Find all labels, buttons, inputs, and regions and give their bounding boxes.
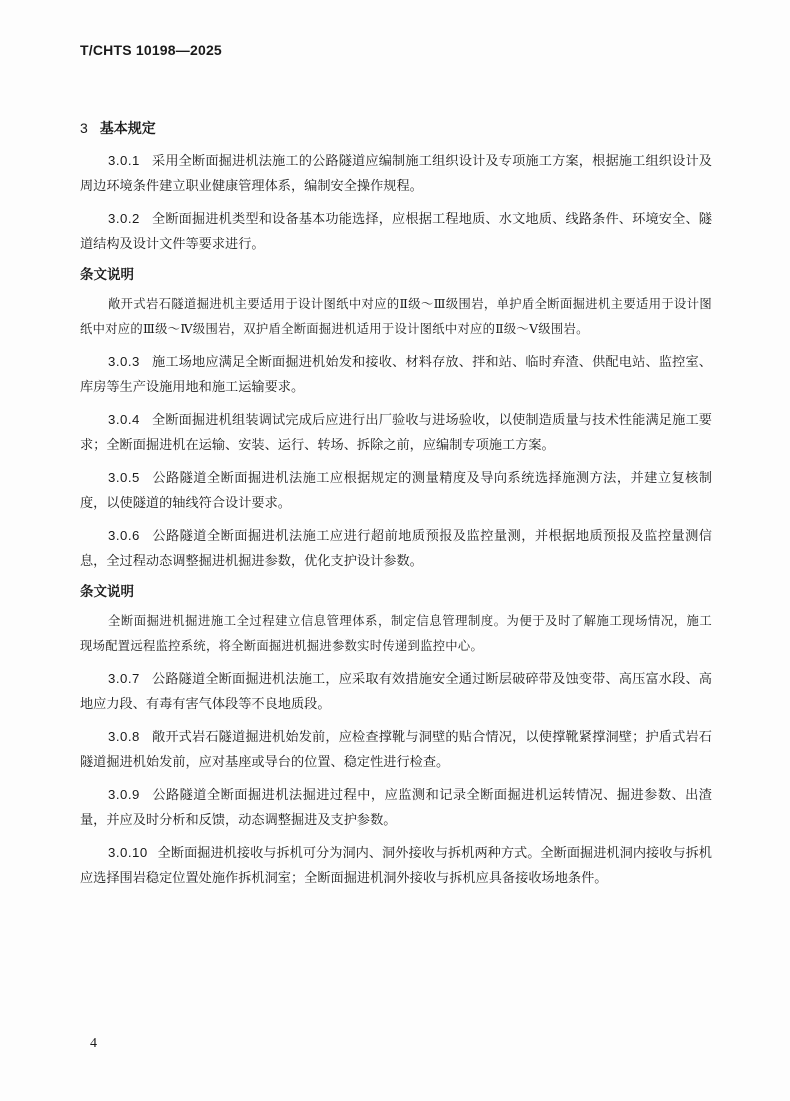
explanation-text: 全断面掘进机掘进施工全过程建立信息管理体系，制定信息管理制度。为便于及时了解施工现场情况，施工现场配置远程监控系统，将全断面掘进机掘进参数实时传递到监控中心。	[80, 614, 712, 653]
clause-3-0-3	[80, 349, 712, 400]
section-title: 基本规定	[99, 121, 156, 137]
clause-number: 3.0.10	[108, 845, 148, 860]
clause-number: 3.0.8	[108, 729, 140, 744]
clause-number: 3.0.2	[108, 211, 140, 226]
section-heading	[80, 118, 156, 138]
clause-3-0-8	[80, 724, 712, 775]
document-body	[80, 148, 712, 898]
document-code: T/CHTS 10198—2025	[80, 42, 222, 58]
clause-3-0-6	[80, 523, 712, 574]
clause-3-0-7	[80, 666, 712, 717]
clause-number: 3.0.7	[108, 671, 140, 686]
clause-number: 3.0.4	[108, 412, 140, 427]
clause-text: 全断面掘进机类型和设备基本功能选择，应根据工程地质、水文地质、线路条件、环境安全、隧道结构及设计文件等要求进行。	[80, 212, 712, 252]
clause-3-0-2	[80, 206, 712, 257]
clause-text: 公路隧道全断面掘进机法施工应根据规定的测量精度及导向系统选择施测方法，并建立复核制度，以使隧道的轴线符合设计要求。	[80, 471, 712, 511]
clause-number: 3.0.3	[108, 354, 140, 369]
clause-3-0-9	[80, 782, 712, 833]
clause-text: 施工场地应满足全断面掘进机始发和接收、材料存放、拌和站、临时弃渣、供配电站、监控室、库房等生产设施用地和施工运输要求。	[80, 355, 712, 395]
clause-number: 3.0.1	[108, 153, 140, 168]
explanation-text: 敞开式岩石隧道掘进机主要适用于设计图纸中对应的Ⅱ级～Ⅲ级围岩，单护盾全断面掘进机主要适用于设计图纸中对应的Ⅲ级～Ⅳ级围岩，双护盾全断面掘进机适用于设计图纸中对应的Ⅱ级～Ⅴ级围岩。	[80, 297, 712, 336]
clause-number: 3.0.6	[108, 528, 140, 543]
clause-text: 采用全断面掘进机法施工的公路隧道应编制施工组织设计及专项施工方案，根据施工组织设计及周边环境条件建立职业健康管理体系，编制安全操作规程。	[80, 154, 712, 194]
clause-3-0-10	[80, 840, 712, 891]
clause-text: 敞开式岩石隧道掘进机始发前，应检查撑靴与洞壁的贴合情况，以使撑靴紧撑洞壁；护盾式岩石隧道掘进机始发前，应对基座或导台的位置、稳定性进行检查。	[80, 730, 712, 770]
clause-text: 公路隧道全断面掘进机法施工应进行超前地质预报及监控量测，并根据地质预报及监控量测信息，全过程动态调整掘进机掘进参数，优化支护设计参数。	[80, 529, 712, 569]
clause-number: 3.0.9	[108, 787, 140, 802]
clause-number: 3.0.5	[108, 470, 140, 485]
explanation-heading: 条文说明	[80, 267, 134, 283]
clause-3-0-5	[80, 465, 712, 516]
clause-3-0-1	[80, 148, 712, 199]
clause-text: 公路隧道全断面掘进机法施工，应采取有效措施安全通过断层破碎带及蚀变带、高压富水段、高地应力段、有毒有害气体段等不良地质段。	[80, 672, 712, 712]
section-number: 3	[80, 120, 88, 136]
explanation-heading: 条文说明	[80, 584, 134, 600]
clause-text: 全断面掘进机接收与拆机可分为洞内、洞外接收与拆机两种方式。全断面掘进机洞内接收与拆机应选择围岩稳定位置处施作拆机洞室；全断面掘进机洞外接收与拆机应具备接收场地条件。	[80, 846, 712, 886]
clause-3-0-4	[80, 407, 712, 458]
clause-text: 公路隧道全断面掘进机法掘进过程中，应监测和记录全断面掘进机运转情况、掘进参数、出渣量，并应及时分析和反馈，动态调整掘进及支护参数。	[80, 788, 712, 828]
clause-text: 全断面掘进机组装调试完成后应进行出厂验收与进场验收，以使制造质量与技术性能满足施工要求；全断面掘进机在运输、安装、运行、转场、拆除之前，应编制专项施工方案。	[80, 413, 712, 453]
page-number: 4	[90, 1036, 97, 1051]
